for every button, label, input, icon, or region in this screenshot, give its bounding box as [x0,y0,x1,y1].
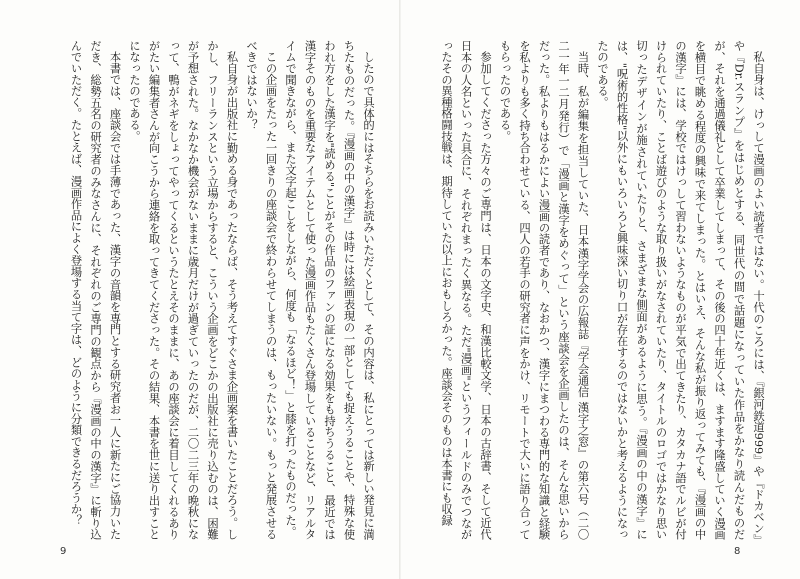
paragraph: 本書では、座談会では手薄であった、漢字の音韻を専門とする研究者お一人に新たにご協力いただき、総勢五名の研究者のみなさんに、それぞれのご専門の観点から『漫画の中の漢字』に斬り込んでいただく。たとえば、漫画作品によく登場する当て字は、どのように分類できるだろうか？ [69,40,122,540]
paragraph: したので具体的にはそちらをお読みいただくとして、その内容は、私にとっては新しい発見に満ちたものだった。『漫画の中の漢字』は時には絵画表現の一部としても捉えうることや、特殊な使われ方をした漢字を"読める"ことがその作品のファンの証になる効果をも持ちうること、最近では漢字そのものを重要なアイテムとして使った漫画作品もたくさん登場していることなど、リアルタイムで聞きながら、また文字起こしをしながら、何度も「なるほど！」と膝を打ったものだった。 [284,40,375,540]
paragraph: 参加してくださった方々のご専門は、日本の文字史、和漢比較文学、日本の古辞書、そして近代日本の人名といった具合に、それぞれまったく異なる。ただ"漫画"というフィールドのみでつながったその異種格闘技戦は、期待していた以上におもしろかった。座談会そのものは本書にも収録 [440,40,492,540]
left-page [28,40,378,540]
gutter [399,0,401,579]
page-number-right: 8 [734,546,741,557]
paragraph: 私自身は、けっして漫画のよい読者ではない。十代のころには、『銀河鉄道999』や『ドカベン』や『Dr.スランプ』をはじめとする、同世代の間で話題になっていた作品をかなり読んだものだが、それを通過儀礼として卒業してしまって、その後の四十年近くは、ますます隆盛していく漫画を横目で眺める程度の興味で来てしまった。とはいえ、そんな私が振り返ってみても、『漫画の中の漢字』には、学校ではけっして習わないようなものが平気で出てきたり、カタカナ語でルビが付けられていたり、ことば遊びのような取り扱いがなされていたり、タイトルのロゴではかなり思い切ったデザインが施されていたりと、さまざまな側面があるように思う。『漫画の中の漢字』には、"呪術的性格"以外にもいろいろと興味深い切り口が存在するのではないかと考えるようになったのである。 [596,40,765,540]
paragraph: 私自身が出版社に勤める身であったならば、そう考えてすぐさま企画案を書いたことだろう。しかし、フリーランスという立場からすると、こういう企画をどこかの出版社に売り込むのは、困難が予想された。なかなか機会がないままに歳月だけが過ぎていったのだが、二〇二三年の晩秋になって、鴨がネギをしょってやってくるというたとえそのままに、あの座談会に着目してくれるありがたい編集者さんが向こうから連絡を取ってきてくださった。その結果、本書を世に送り出すことになったのである。 [128,40,239,540]
left-page-text [28,40,378,540]
page-number-left: 9 [60,546,67,557]
right-page-text [432,40,768,540]
paragraph: この企画をたった一回きりの座談会で終わらせてしまうのは、もったいない。もっと発展させるべきではないか？ [245,40,278,540]
right-page [432,40,768,540]
paragraph: 当時、私が編集を担当していた、日本漢字学会の広報誌『学会通信 漢字之窓』の第六号（二〇二一年一二月発行）で「漫画と漢字をめぐって」という座談会を企画したのは、そんな思いから だった。私よりもはるかによい漫画の読者であり、なおかつ、漢字にまつわる専門的な知識と経験を私よりも多く持ち合わせている、四人の若手の研究者に声をかけ、リモートで大いに語り合ってもらったのである。 [498,40,590,540]
